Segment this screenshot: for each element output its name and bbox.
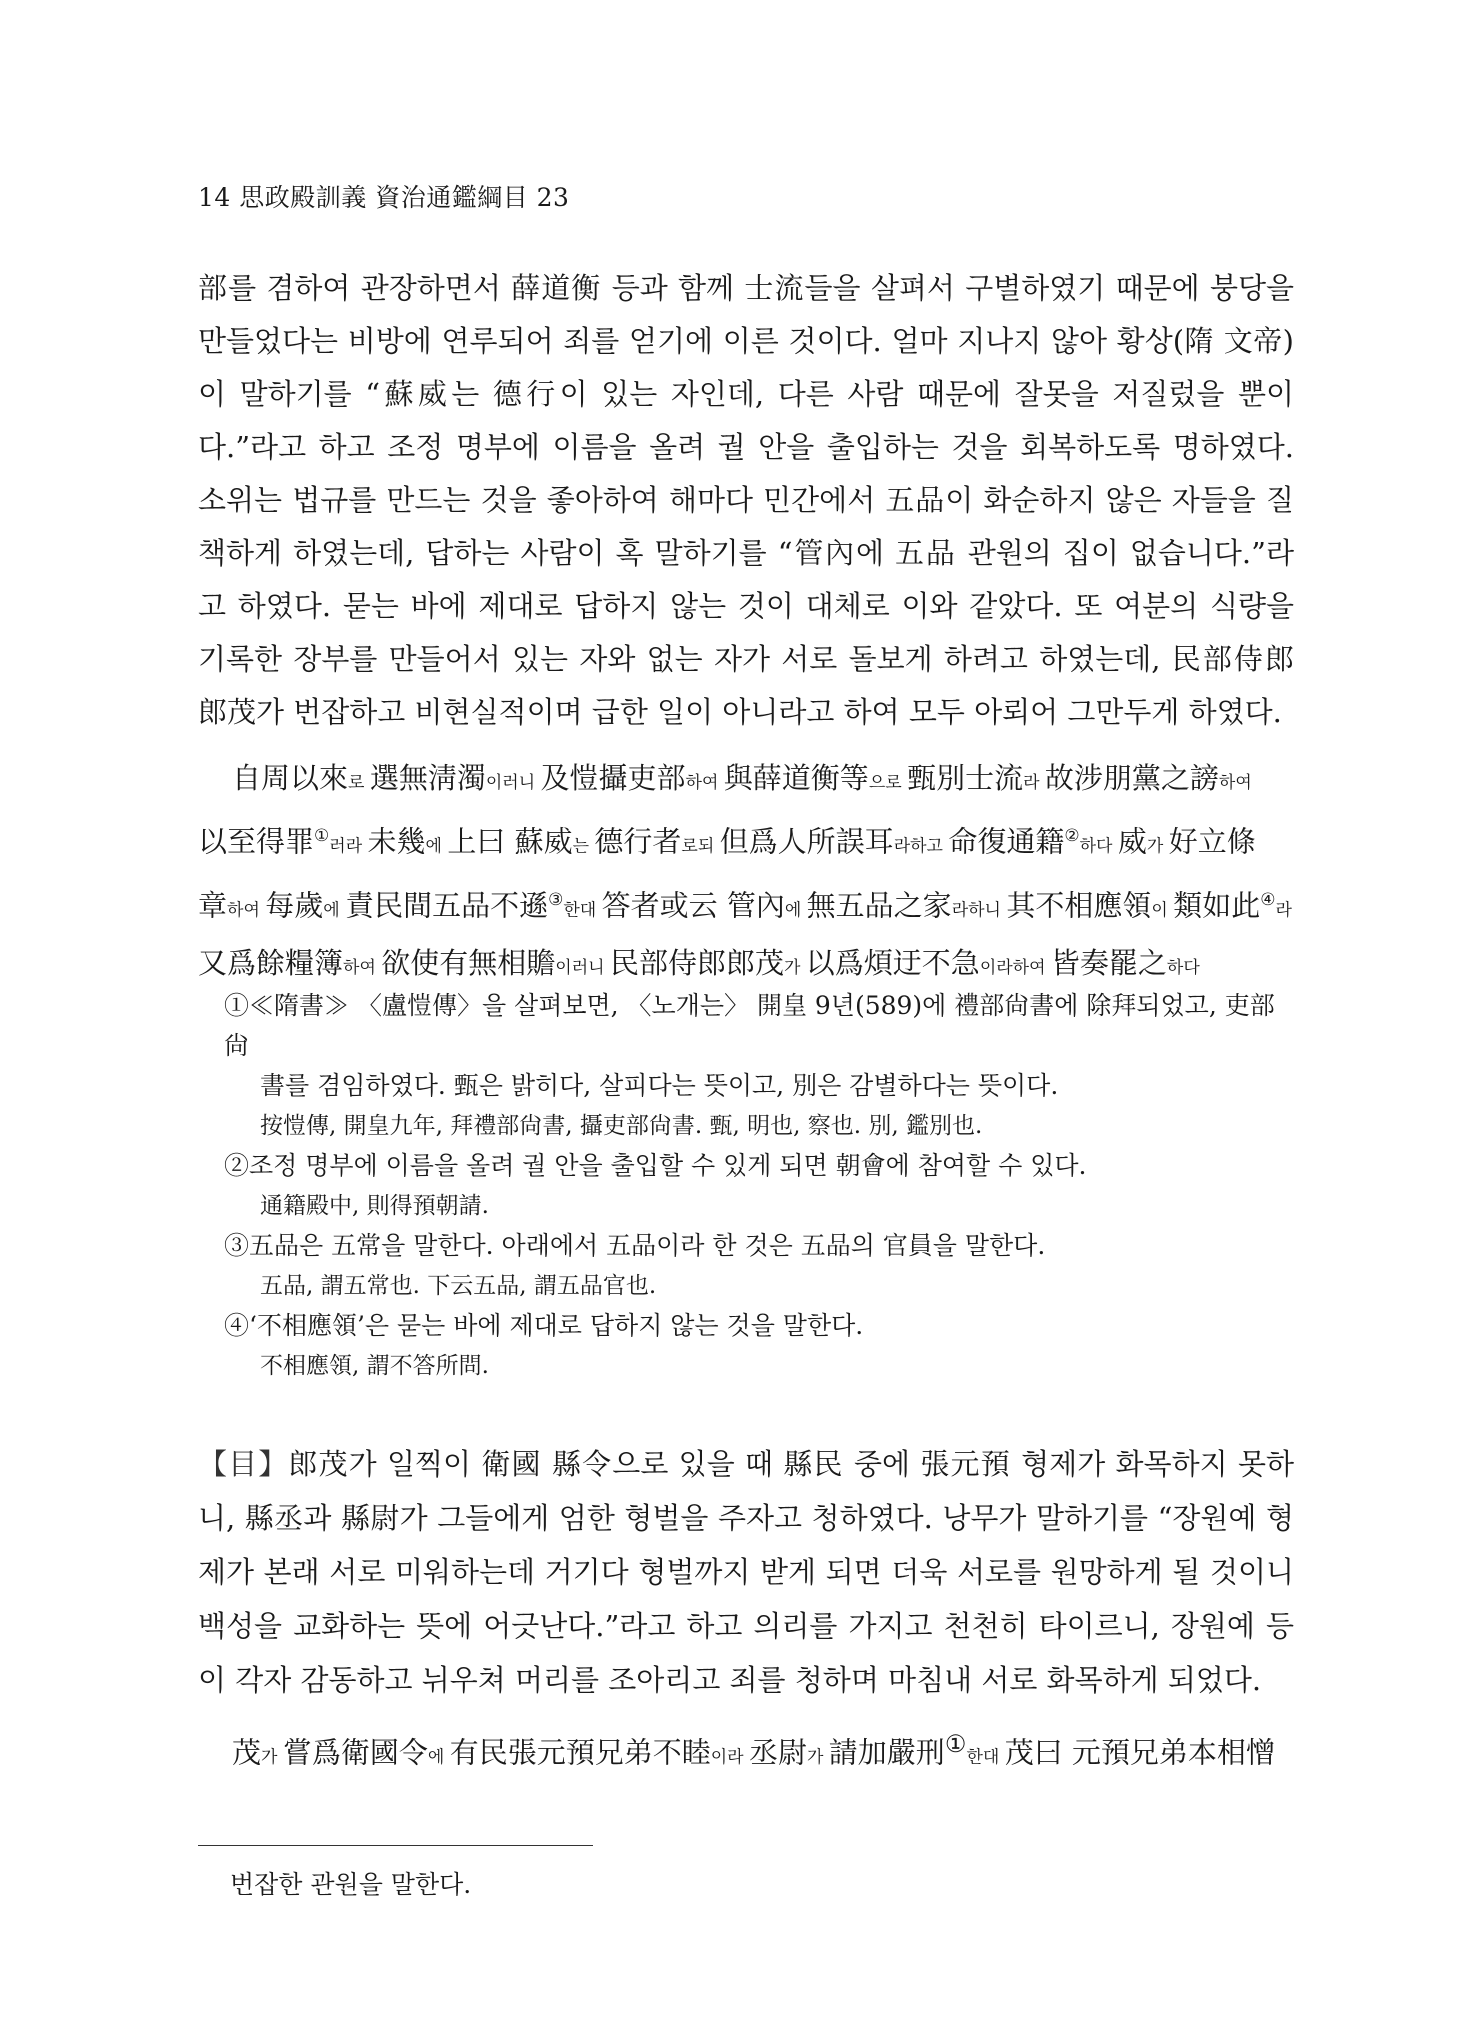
note-chinese: 通籍殿中, 則得預朝請. <box>260 1193 489 1219</box>
original-line-4: 又爲餘糧簿하여 欲使有無相贍이러니 民部侍郎郎茂가 以爲煩迂不急이라하여 皆奏罷之하다 <box>198 946 1200 981</box>
note-chinese: 按愷傳, 開皇九年, 拜禮部尙書, 攝吏部尙書. 甄, 明也, 察也. 別, 鑑別也. <box>260 1113 983 1139</box>
note-4 <box>224 1306 1294 1386</box>
note-1 <box>224 986 1294 1146</box>
note-korean-cont: 書를 겸임하였다. 甄은 밝히다, 살피다는 뜻이고, 別은 감별하다는 뜻이다. <box>260 1071 1059 1100</box>
footnote-divider <box>198 1845 593 1846</box>
original-line-2: 以至得罪①러라 未幾에 上曰 蘇威는 德行者로되 但爲人所誤耳라하고 命復通籍②하다 威가 好立條 <box>198 824 1256 859</box>
note-chinese: 五品, 謂五常也. 下云五品, 謂五品官也. <box>260 1273 657 1299</box>
note-chinese: 不相應領, 謂不答所問. <box>260 1353 489 1379</box>
original-line-3: 章하여 每歲에 責民間五品不遜③한대 答者或云 管內에 無五品之家라하니 其不相應領이 類如此④라 <box>198 888 1292 923</box>
note-2 <box>224 1146 1294 1226</box>
note-3 <box>224 1226 1294 1306</box>
note-korean: ④‘不相應領’은 묻는 바에 제대로 답하지 않는 것을 말한다. <box>224 1311 864 1340</box>
footnote-marker: ① <box>314 826 330 846</box>
notes-block <box>224 986 1294 1386</box>
running-header: 14 思政殿訓義 資治通鑑綱目 23 <box>198 183 570 212</box>
note-korean: ③五品은 五常을 말한다. 아래에서 五品이라 한 것은 五品의 官員을 말한다. <box>224 1231 1046 1260</box>
mok-paragraph <box>198 1437 1294 1707</box>
footnote-marker: ④ <box>1260 889 1276 910</box>
mok-text: 郎茂가 일찍이 衛國 縣令으로 있을 때 縣民 중에 張元預 형제가 화목하지 못하니, 縣丞과 縣尉가 그들에게 엄한 형벌을 주자고 청하였다. 낭무가 말하기를 “장원예 형제가 본래 서로 미워하는데 거기다 형벌까지 받게 되면 더욱 서로를 원망하게 될 것이니 백성을 교화하는 뜻에 어긋난다.”라고 하고 의리를 가지고 천천히 타이르니, 장원예 등이 각자 감동하고 뉘우쳐 머리를 조아리고 죄를 청하며 마침내 서로 화목하게 되었다. <box>198 1447 1294 1697</box>
note-korean: ①≪隋書≫ 〈盧愷傳〉을 살펴보면, 〈노개는〉 開皇 9년(589)에 禮部尙書에 除拜되었고, 吏部尙 <box>224 991 1275 1060</box>
translation-paragraph: 部를 겸하여 관장하면서 薛道衡 등과 함께 士流들을 살펴서 구별하였기 때문에 붕당을 만들었다는 비방에 연루되어 죄를 얻기에 이른 것이다. 얼마 지나지 않아 황상(隋 文帝)이 말하기를 “蘇威는 德行이 있는 자인데, 다른 사람 때문에 잘못을 저질렀을 뿐이다.”라고 하고 조정 명부에 이름을 올려 궐 안을 출입하는 것을 회복하도록 명하였다. 소위는 법규를 만드는 것을 좋아하여 해마다 민간에서 五品이 화순하지 않은 자들을 질책하게 하였는데, 답하는 사람이 혹 말하기를 “管內에 五品 관원의 집이 없습니다.”라고 하였다. 묻는 바에 제대로 답하지 않는 것이 대체로 이와 같았다. 또 여분의 식량을 기록한 장부를 만들어서 있는 자와 없는 자가 서로 돌보게 하려고 하였는데, 民部侍郎 郎茂가 번잡하고 비현실적이며 급한 일이 아니라고 하여 모두 아뢰어 그만두게 하였다. <box>198 271 1294 729</box>
footnote-marker: ① <box>944 1730 967 1758</box>
original-text-line-2: 茂가 嘗爲衛國令에 有民張元預兄弟不睦이라 丞尉가 請加嚴刑①한대 茂曰 元預兄弟本相憎 <box>232 1730 1275 1770</box>
footnote-text: 번잡한 관원을 말한다. <box>230 1870 472 1899</box>
original-text-block <box>198 752 1294 995</box>
note-korean: ②조정 명부에 이름을 올려 궐 안을 출입할 수 있게 되면 朝會에 참여할 수 있다. <box>224 1151 1087 1180</box>
mok-label: 【目】 <box>198 1447 289 1481</box>
original-line-1: 自周以來로 選無淸濁이러니 及愷攝吏部하여 與薛道衡等으로 甄別士流라 故涉朋黨之謗하여 <box>232 761 1252 795</box>
footnote-marker: ③ <box>548 889 564 910</box>
footnote-marker: ② <box>1064 826 1080 846</box>
